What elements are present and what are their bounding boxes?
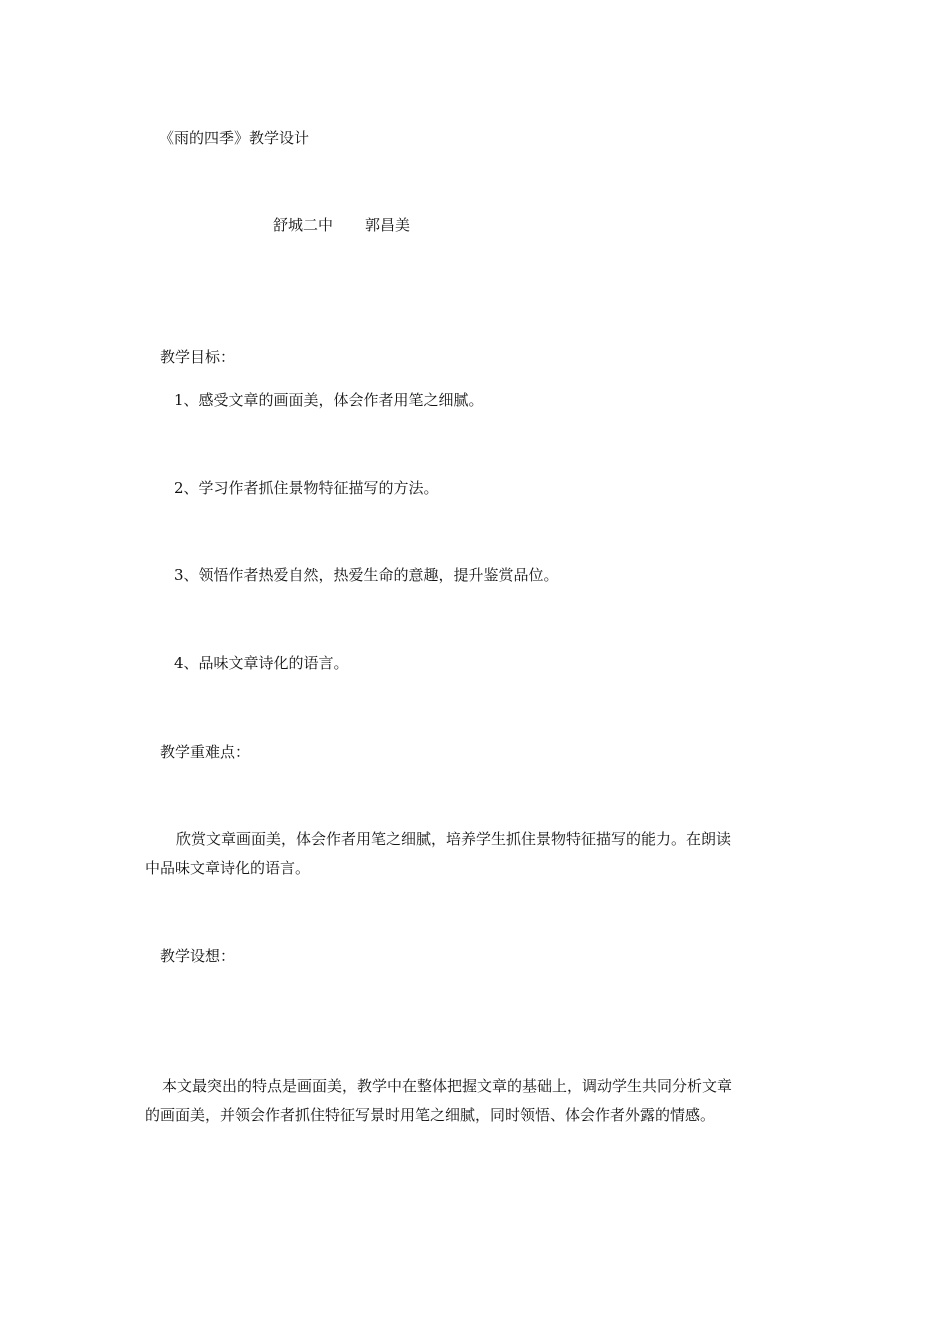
objectives-heading: 教学目标：	[160, 348, 236, 366]
author-school: 舒城二中	[273, 216, 334, 234]
key-points-text-line: 中品味文章诗化的语言。	[145, 859, 311, 877]
document-title: 《雨的四季》教学设计	[159, 129, 310, 147]
key-points-text-line: 欣赏文章画面美，体会作者用笔之细腻，培养学生抓住景物特征描写的能力。在朗读	[176, 830, 732, 848]
author-name: 郭昌美	[365, 216, 411, 234]
concept-text-line: 的画面美，并领会作者抓住特征写景时用笔之细腻，同时领悟、体会作者外露的情感。	[145, 1106, 716, 1124]
key-points-heading: 教学重难点：	[160, 743, 251, 761]
objective-item: 3、领悟作者热爱自然，热爱生命的意趣，提升鉴赏品位。	[174, 566, 559, 584]
objective-item: 2、学习作者抓住景物特征描写的方法。	[174, 479, 439, 497]
objective-item: 4、品味文章诗化的语言。	[174, 654, 349, 672]
concept-text-line: 本文最突出的特点是画面美，教学中在整体把握文章的基础上，调动学生共同分析文章	[162, 1077, 733, 1095]
objective-item: 1、感受文章的画面美，体会作者用笔之细腻。	[174, 391, 484, 409]
concept-heading: 教学设想：	[160, 947, 236, 965]
